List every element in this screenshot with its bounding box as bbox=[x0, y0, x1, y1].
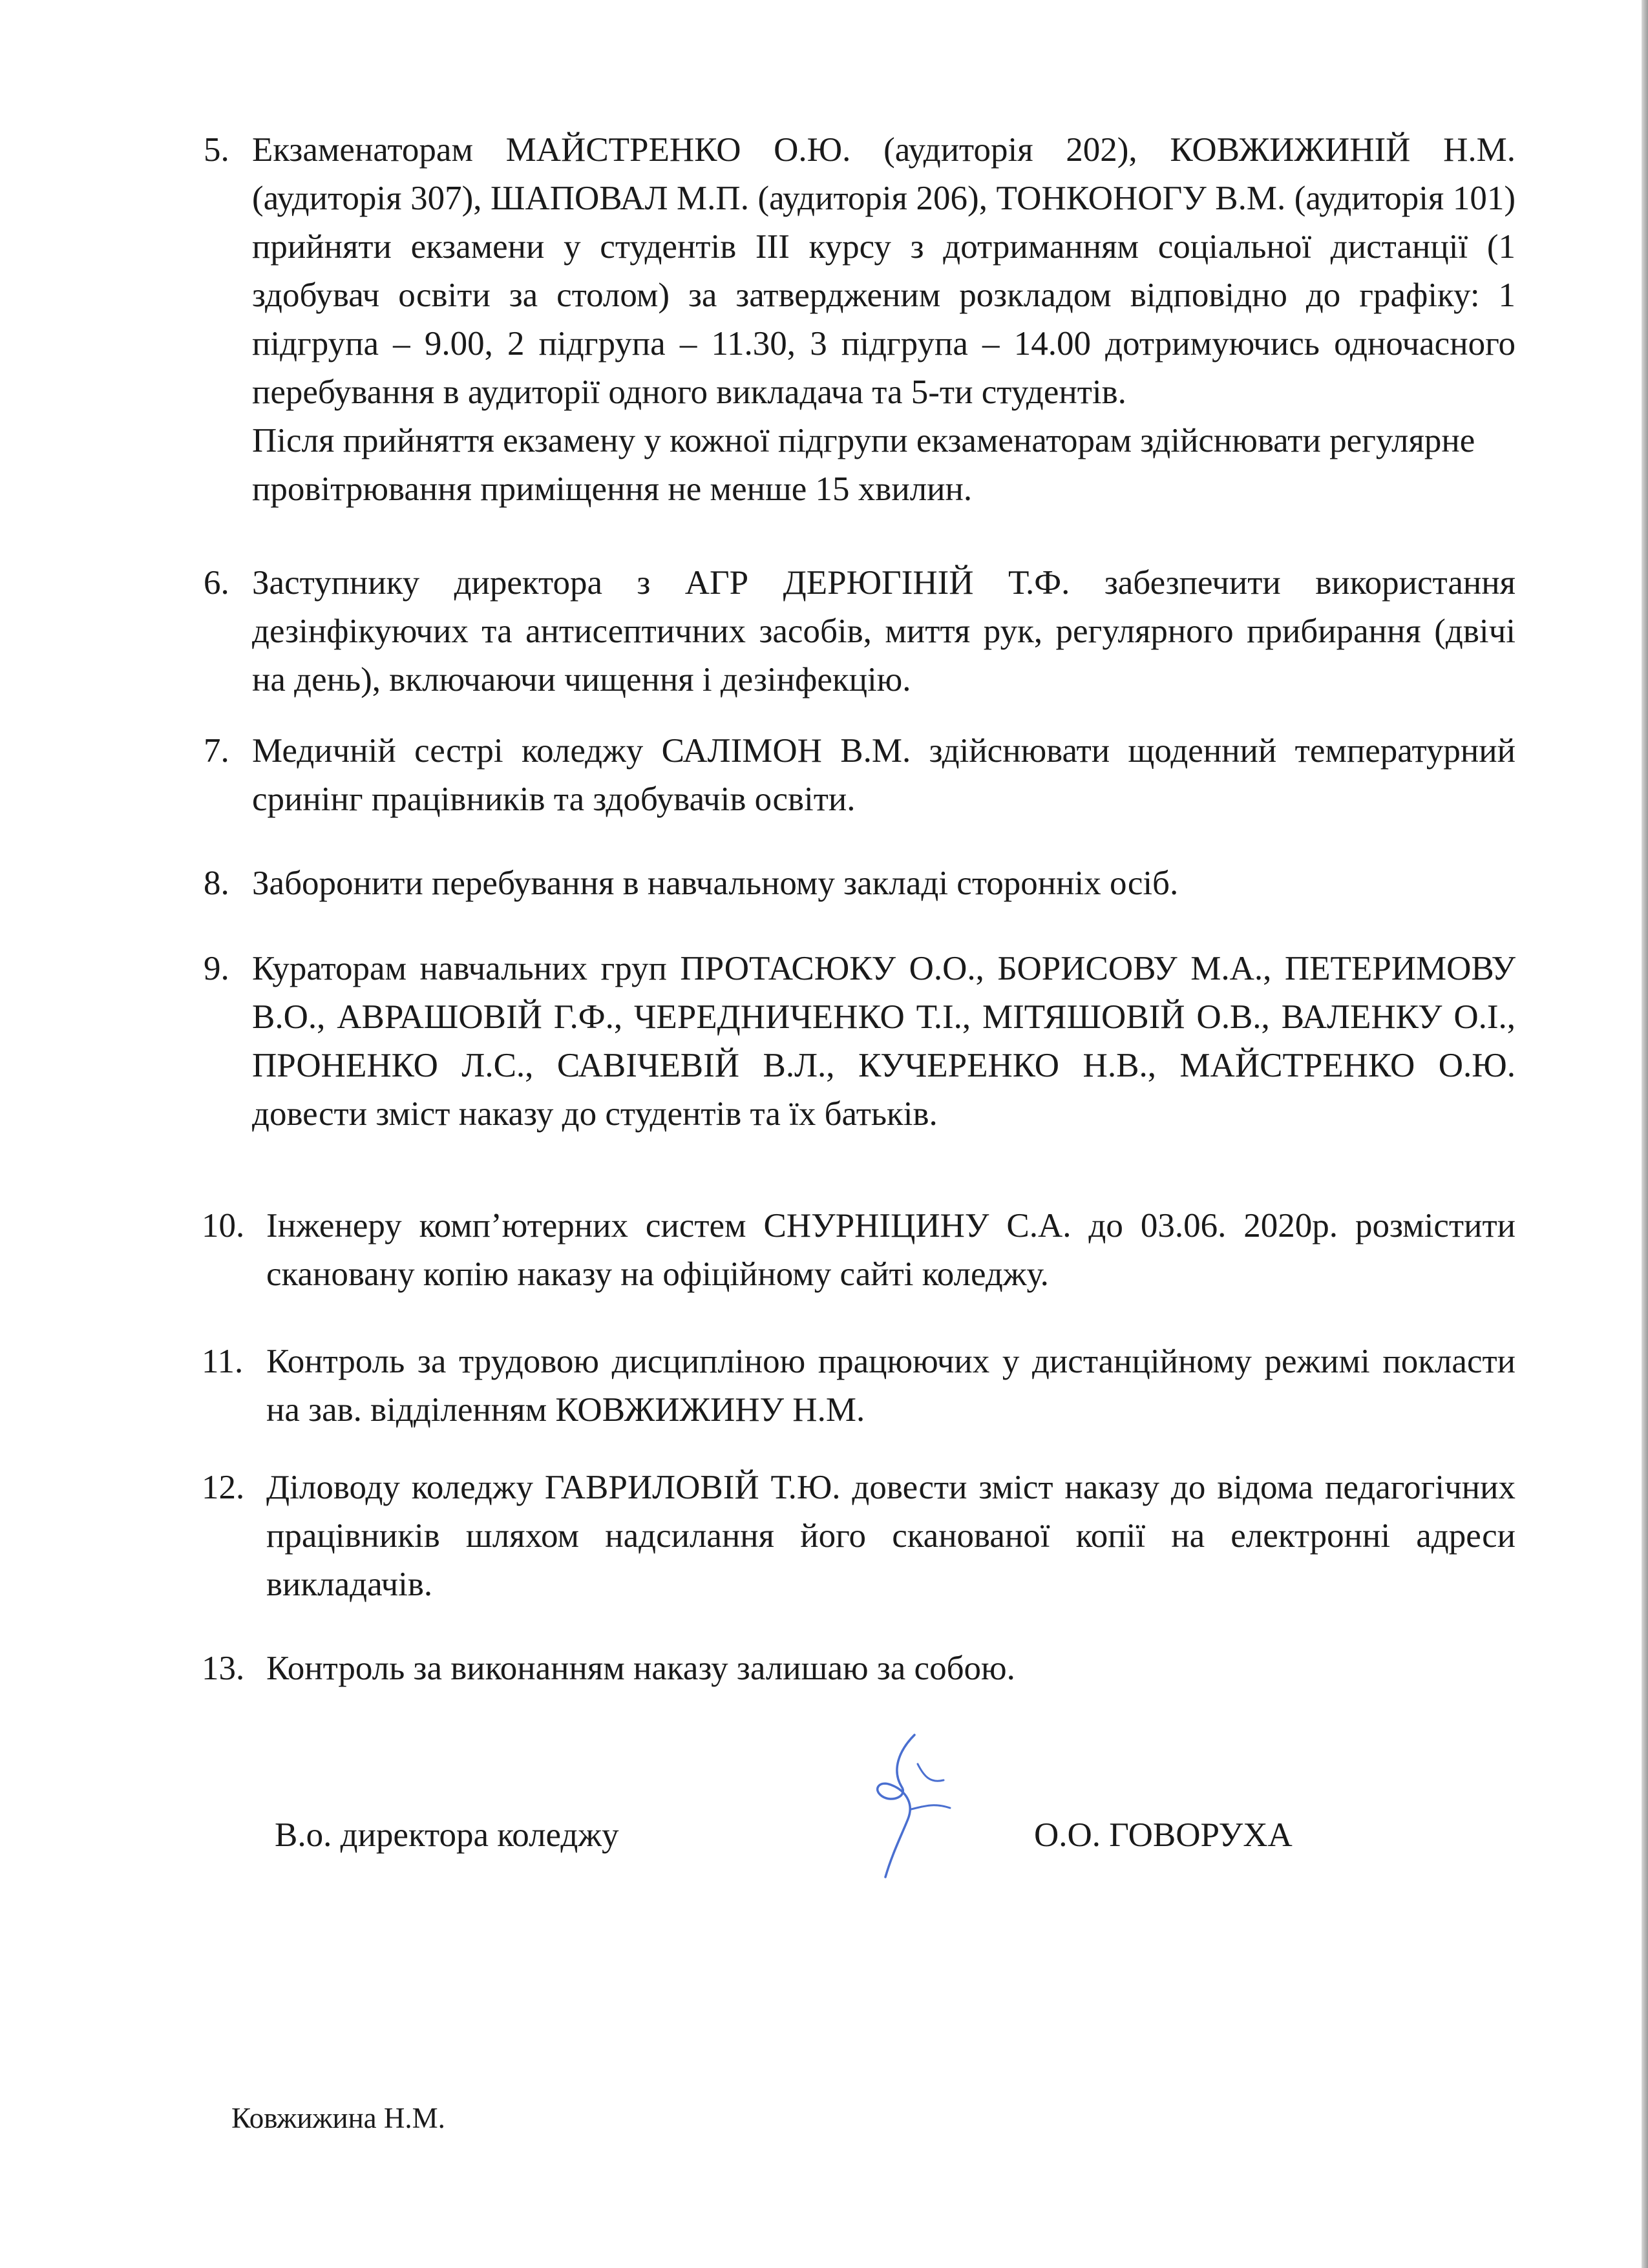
item-number: 7. bbox=[204, 732, 229, 770]
item-text: Контроль за виконанням наказу залишаю за собою. bbox=[266, 1650, 1015, 1687]
item-text: Інженеру комп’ютерних систем СНУРНІЦИНУ С.А. до 03.06. 2020р. розмістити скановану копію наказу на офіційному сайті коледжу. bbox=[266, 1207, 1516, 1293]
item-number: 13. bbox=[202, 1650, 245, 1687]
item-number: 11. bbox=[202, 1343, 244, 1380]
signer-position: В.о. директора коледжу bbox=[275, 1816, 619, 1854]
item-text: Екзаменаторам МАЙСТРЕНКО О.Ю. (аудиторія 202), КОВЖИЖИНІЙ Н.М. (аудиторія 307), ШАПОВАЛ М.П. (аудиторія 206), ТОНКОНОГУ В.М. (аудиторія 101) прийняти екзамени у студентів III курсу з дотриманням соціальної дистанції (1 здобувач освіти за столом) за затвердженим розкладом відповідно до графіку: 1 підгрупа – 9.00, 2 підгрупа – 11.30, 3 підгрупа – 14.00 дотримуючись одночасного перебування в аудиторії одного викладача та 5-ти студентів. bbox=[252, 131, 1516, 411]
item-number: 10. bbox=[202, 1207, 245, 1244]
prepared-by: Ковжижина Н.М. bbox=[231, 2102, 445, 2134]
order-item-7 bbox=[204, 727, 1516, 824]
item-text: Кураторам навчальних груп ПРОТАСЮКУ О.О., БОРИСОВУ М.А., ПЕТЕРИМОВУ В.О., АВРАШОВІЙ Г.Ф., ЧЕРЕДНИЧЕНКО Т.І., МІТЯШОВІЙ О.В., ВАЛЕНКУ О.І., ПРОНЕНКО Л.С., САВІЧЕВІЙ В.Л., КУЧЕРЕНКО Н.В., МАЙСТРЕНКО О.Ю. довести зміст наказу до студентів та їх батьків. bbox=[252, 950, 1516, 1133]
order-item-12 bbox=[202, 1464, 1516, 1609]
scan-edge bbox=[1642, 0, 1648, 2268]
order-item-13 bbox=[202, 1644, 1516, 1693]
item-number: 5. bbox=[204, 131, 229, 169]
handwritten-signature bbox=[853, 1725, 956, 1887]
item-number: 8. bbox=[204, 865, 229, 902]
item-text: Заборонити перебування в навчальному закладі сторонніх осіб. bbox=[252, 865, 1179, 902]
item-extra-text: Після прийняття екзамену у кожної підгрупи екзаменаторам здійснювати регулярне провітрювання приміщення не менше 15 хвилин. bbox=[252, 422, 1475, 508]
order-item-11 bbox=[202, 1338, 1516, 1434]
order-item-6 bbox=[204, 559, 1516, 704]
item-text: Діловоду коледжу ГАВРИЛОВІЙ Т.Ю. довести зміст наказу до відома педагогічних працівників шляхом надсилання його сканованої копії на електронні адреси викладачів. bbox=[266, 1469, 1516, 1603]
order-item-10 bbox=[202, 1202, 1516, 1299]
order-item-9 bbox=[204, 945, 1516, 1139]
order-item-8 bbox=[204, 859, 1516, 908]
item-number: 12. bbox=[202, 1469, 245, 1506]
item-number: 6. bbox=[204, 564, 229, 602]
item-number: 9. bbox=[204, 950, 229, 987]
item-text: Контроль за трудовою дисципліною працюючих у дистанційному режимі покласти на зав. відділенням КОВЖИЖИНУ Н.М. bbox=[266, 1343, 1516, 1429]
signer-name: О.О. ГОВОРУХА bbox=[1034, 1816, 1293, 1854]
signature-block bbox=[0, 1803, 1648, 1932]
item-text: Медичній сестрі коледжу САЛІМОН В.М. здійснювати щоденний температурний сринінг працівників та здобувачів освіти. bbox=[252, 732, 1516, 818]
order-item-5 bbox=[204, 126, 1516, 514]
item-text: Заступнику директора з АГР ДЕРЮГІНІЙ Т.Ф. забезпечити використання дезінфікуючих та антисептичних засобів, миття рук, регулярного прибирання (двічі на день), включаючи чищення і дезінфекцію. bbox=[252, 564, 1516, 698]
